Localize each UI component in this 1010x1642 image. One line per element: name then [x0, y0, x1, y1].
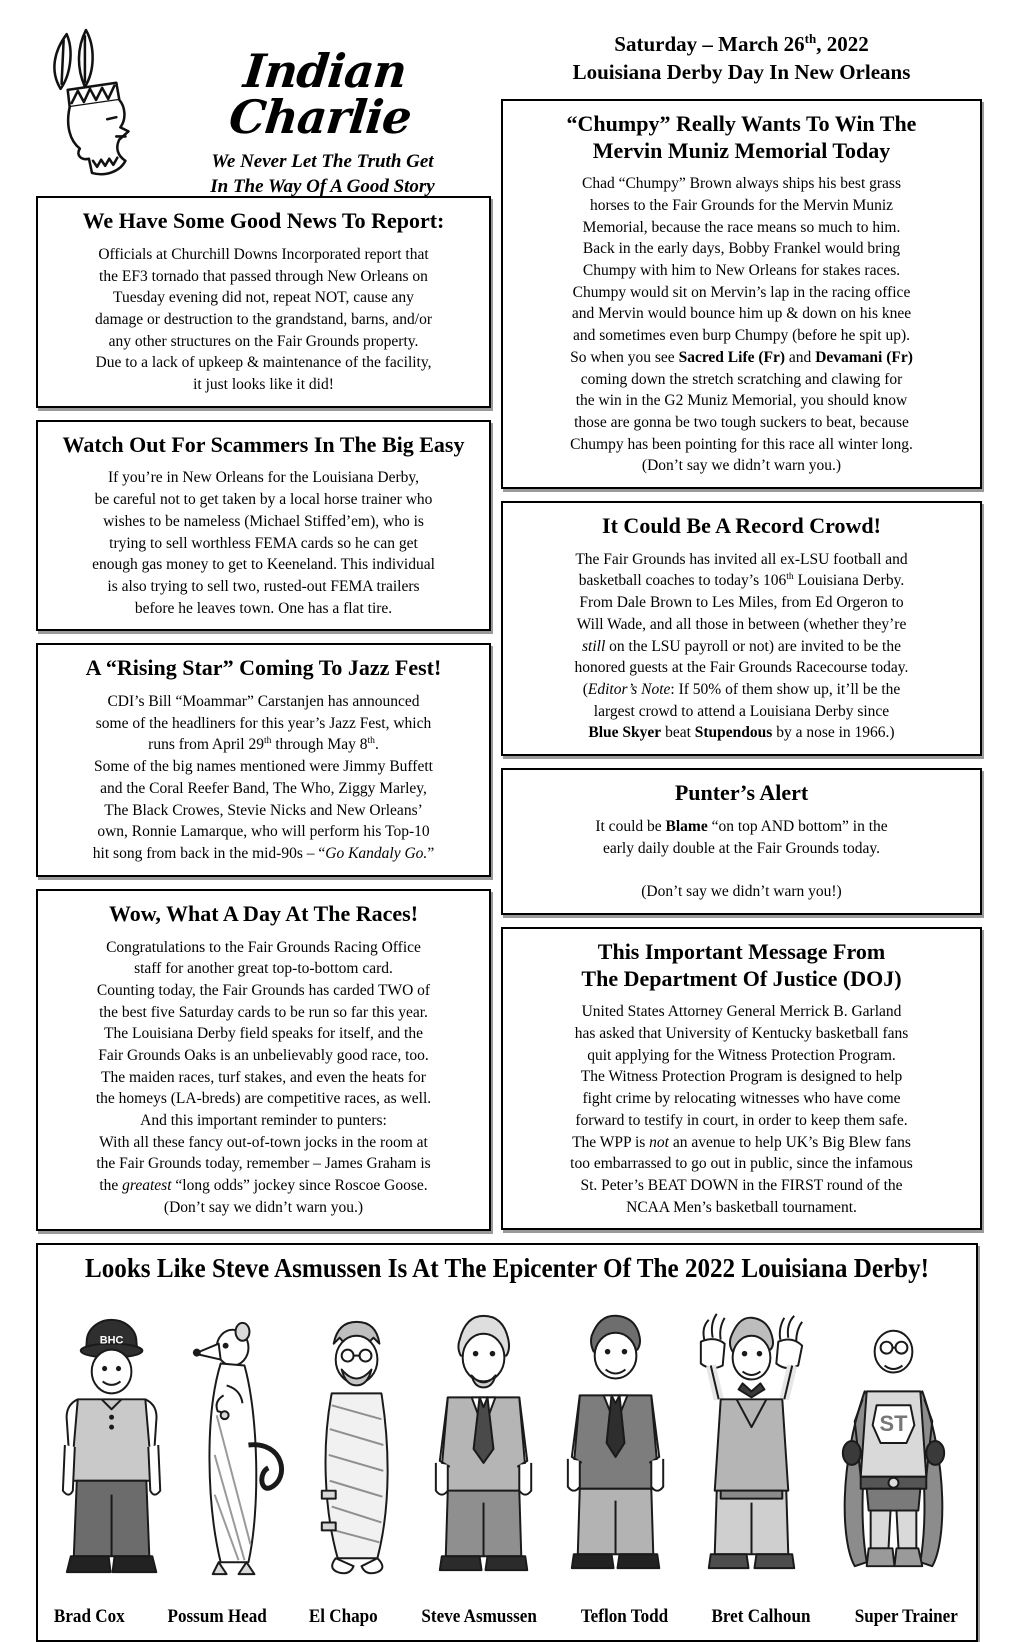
figure-names-row — [46, 1596, 968, 1628]
figure-name: Teflon Todd — [581, 1605, 669, 1627]
super-trainer-caricature — [819, 1296, 968, 1594]
banner-title: Looks Like Steve Asmussen Is At The Epicenter Of The 2022 Louisiana Derby! — [84, 1252, 930, 1283]
figure-name: Brad Cox — [53, 1605, 125, 1627]
article-title: This Important Message From The Department Of Justice (DOJ) — [581, 938, 902, 991]
article-title: It Could Be A Record Crowd! — [602, 512, 881, 538]
article-box — [501, 99, 982, 489]
brad-cox-caricature — [47, 1296, 176, 1594]
article-body: The Fair Grounds has invited all ex-LSU football and basketball coaches to today’s 106th Louisiana Derby. From Dale Brown to Les Miles, from Ed Orgeron to Will Wade, and all those in between (whether they’re still on the LSU payroll or not) are invited to be the honored guests at the Fair Grounds Racecourse today. (Editor’s Note: If 50% of them show up, it’ll be the largest crowd to attend a Louisiana Derby since Blue Skyer beat Stupendous by a nose in 1966.) — [574, 550, 909, 742]
figure-super-trainer — [823, 1296, 964, 1594]
indian-head-icon — [36, 26, 148, 178]
figure-bret-calhoun — [681, 1296, 822, 1594]
article-box — [36, 643, 491, 876]
masthead-title: Indian Charlie — [226, 44, 414, 144]
figure-name: Bret Calhoun — [711, 1605, 811, 1627]
article-box — [36, 889, 491, 1231]
article-box — [501, 927, 982, 1231]
article-body: CDI’s Bill “Moammar” Carstanjen has announced some of the headliners for this year’s Jazz Fest, which runs from April 29th through May 8th. Some of the big names mentioned were Jimmy Buffett and the Coral Reefer Band, The Who, Ziggy Marley, The Black Crowes, Stevie Nicks and New Orleans’ own, Ronnie Lamarque, who will perform his Top-10 hit song from back in the mid-90s – “Go Kandaly Go.” — [92, 693, 435, 863]
article-body: If you’re in New Orleans for the Louisiana Derby, be careful not to get taken by a local horse trainer who wishes to be nameless (Michael Stiffed’em), who is trying to sell worthless FEMA cards so he can get enough gas money to get to Keeneland. This individual is also trying to sell two, rusted-out FEMA trailers before he leaves town. One has a flat tire. — [92, 469, 435, 617]
bret-calhoun-caricature — [677, 1296, 826, 1594]
possum-head-caricature — [169, 1296, 298, 1594]
figure-name: El Chapo — [309, 1605, 378, 1627]
figure-el-chapo — [295, 1296, 417, 1594]
article-title: Punter’s Alert — [674, 780, 809, 806]
figure-name: Super Trainer — [855, 1605, 959, 1627]
figure-name: Steve Asmussen — [421, 1605, 537, 1627]
article-body: Chad “Chumpy” Brown always ships his best grass horses to the Fair Grounds for the Mervin Muniz Memorial, because the race means so much to him. Back in the early days, Bobby Frankel would bring Chumpy with him to New Orleans for stakes races. Chumpy would sit on Mervin’s lap in the racing office and Mervin would bounce him up & down on his knee and sometimes even burp Chumpy (before he spit up). So when you see Sacred Life (Fr) and Devamani (Fr) coming down the stretch scratching and clawing for the win in the G2 Muniz Memorial, you should know those are gonna be two tough suckers to beat, because Chumpy has been pointing for this race all winter long. (Don’t say we didn’t warn you.) — [570, 175, 913, 475]
article-body: United States Attorney General Merrick B. Garland has asked that University of Kentucky basketball fans quit applying for the Witness Protection Program. The Witness Protection Program is designed to help fight crime by relocating witnesses who have come forward to testify in court, in order to keep them safe. The WPP is not an avenue to help UK’s Big Blew fans too embarrassed to go out in public, since the infamous St. Peter’s BEAT DOWN in the FIRST round of the NCAA Men’s basketball tournament. — [570, 1003, 913, 1216]
left-column-wrap — [36, 26, 491, 1243]
figures-row — [46, 1296, 968, 1594]
figure-steve-asmussen — [417, 1296, 549, 1594]
right-column-wrap — [501, 26, 982, 1242]
article-body: Congratulations to the Fair Grounds Racing Office staff for another great top-to-bottom card. Counting today, the Fair Grounds has carded TWO of the best five Saturday cards to be run so far this year. The Louisiana Derby field speaks for itself, and the Fair Grounds Oaks is an unbelievably good race, too. The maiden races, turf stakes, and even the heats for the homeys (LA-breds) are competitive races, as well. And this important reminder to punters: With all these fancy out-of-town jocks in the room at the Fair Grounds today, remember – James Graham is the greatest “long odds” jockey since Roscoe Goose. (Don’t say we didn’t warn you.) — [95, 938, 432, 1216]
article-title: “Chumpy” Really Wants To Win The Mervin Muniz Memorial Today — [566, 110, 917, 163]
figure-name: Possum Head — [167, 1605, 267, 1627]
figure-possum-head — [172, 1296, 294, 1594]
article-title: A “Rising Star” Coming To Jazz Fest! — [85, 655, 442, 681]
masthead-tagline: We Never Let The Truth Get In The Way Of A Good Story — [210, 151, 435, 197]
article-body: Officials at Churchill Downs Incorporated report that the EF3 tornado that passed through New Orleans on Tuesday evening did not, repeat NOT, cause any damage or destruction to the grandstand, barns, and/or any other structures on the Fair Grounds property. Due to a lack of upkeep & maintenance of the facility, it just looks like it did! — [94, 245, 433, 393]
columns — [36, 26, 978, 1243]
footer-banner — [36, 1243, 978, 1642]
article-title: Wow, What A Day At The Races! — [108, 900, 419, 926]
article-box — [36, 196, 491, 408]
article-body: It could be Blame “on top AND bottom” in the early daily double at the Fair Grounds today. (Don’t say we didn’t warn you!) — [595, 817, 888, 901]
el-chapo-caricature — [292, 1296, 421, 1594]
article-box — [36, 420, 491, 632]
teflon-todd-caricature — [546, 1296, 685, 1594]
article-title: We Have Some Good News To Report: — [82, 208, 445, 233]
article-title: Watch Out For Scammers In The Big Easy — [62, 431, 465, 457]
svg-text:BHC: BHC — [99, 1334, 124, 1347]
figure-teflon-todd — [549, 1296, 681, 1594]
dateline: Saturday – March 26th, 2022 Louisiana Derby Day In New Orleans — [572, 31, 911, 85]
masthead — [36, 26, 491, 197]
svg-text:ST: ST — [879, 1410, 908, 1436]
figure-brad-cox — [50, 1296, 172, 1594]
article-box — [501, 768, 982, 915]
left-column — [36, 196, 491, 1231]
steve-asmussen-caricature — [414, 1296, 553, 1594]
right-column — [501, 99, 982, 1231]
masthead-text — [154, 26, 491, 197]
indian-charlie-logo — [36, 26, 148, 186]
article-box — [501, 501, 982, 756]
